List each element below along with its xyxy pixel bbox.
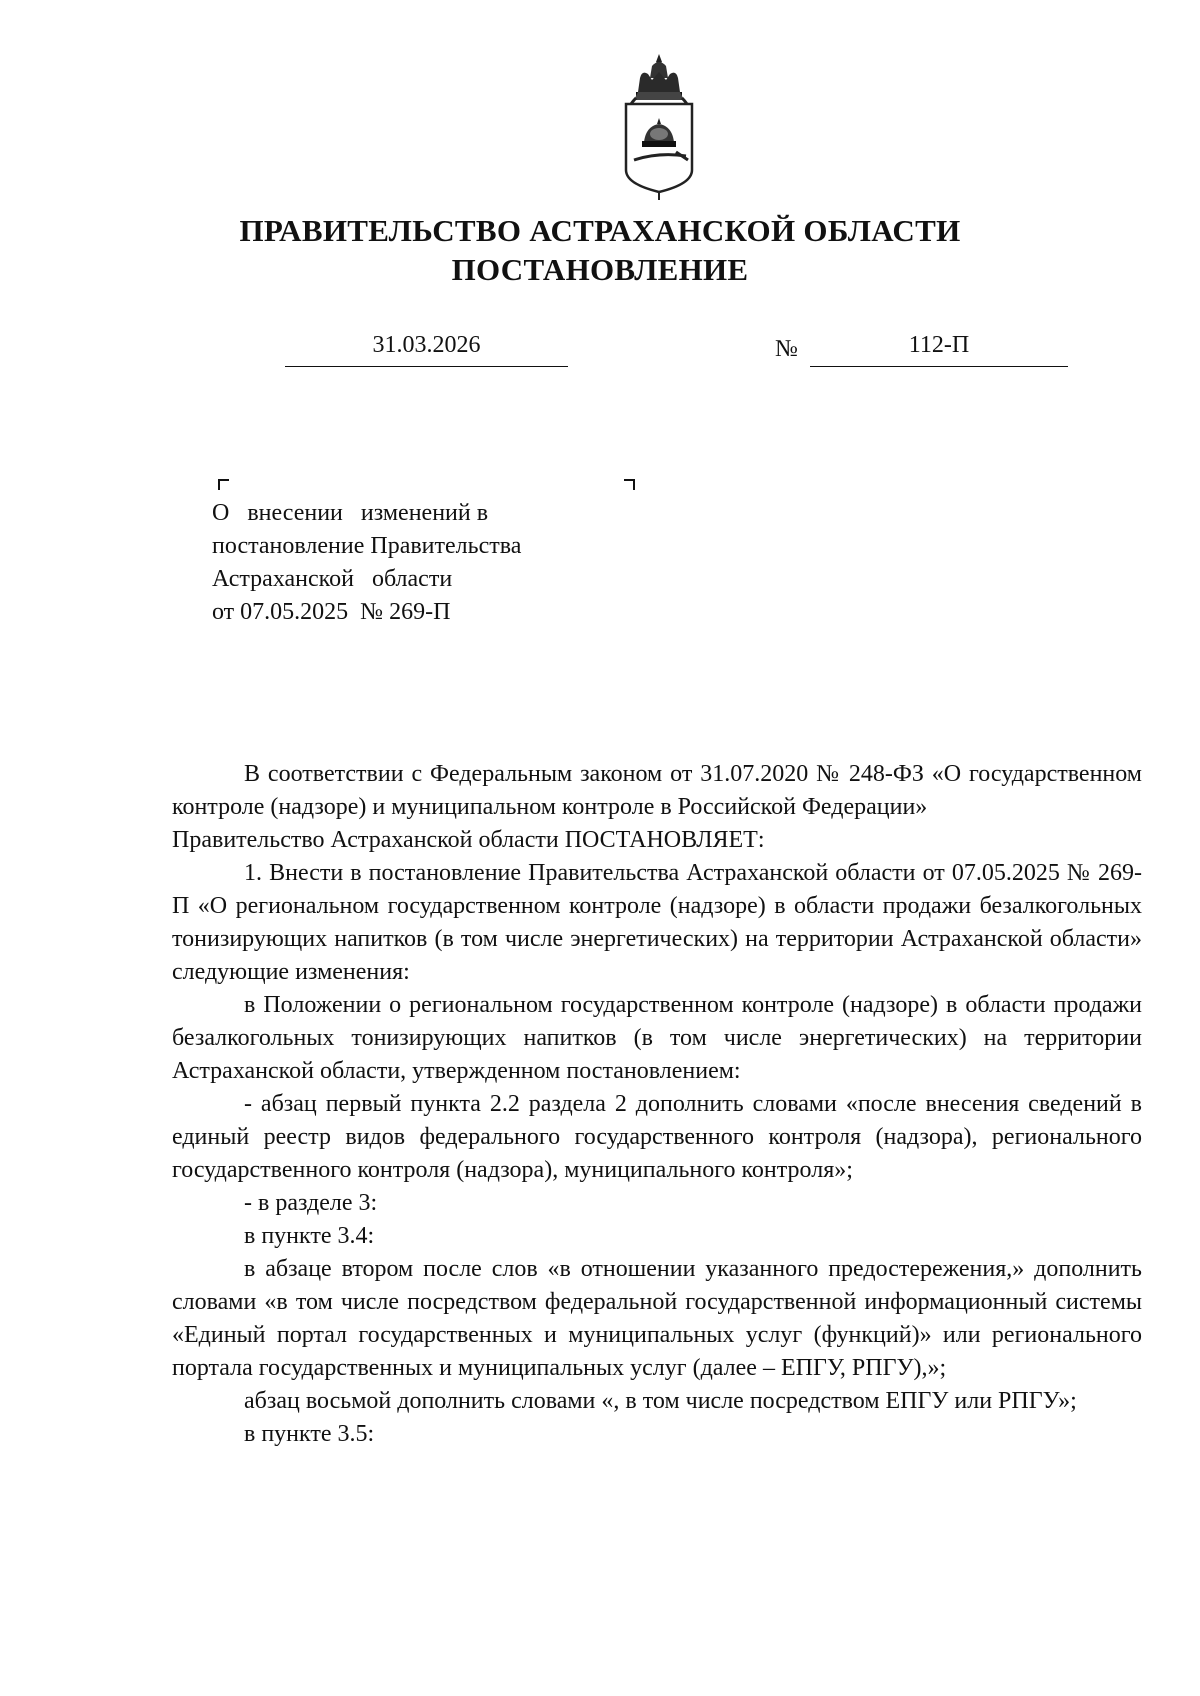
subject-line: постановление Правительства <box>212 533 522 559</box>
body-paragraph: 1. Внести в постановление Правительства Астраханской области от 07.05.2025 № 269-П «О региональном государственном контроле (надзоре) в области продажи безалкогольных тонизирующих напитков (в том числе энергетических) на территории Астраханской области» следующие изменения: <box>172 860 1142 985</box>
body-paragraph: - абзац первый пункта 2.2 раздела 2 дополнить словами «после внесения сведений в единый реестр видов федерального государственного контроля (надзора), регионального государственного контроля (надзора), муниципального контроля»; <box>172 1091 1142 1183</box>
document-date: 31.03.2026 <box>285 332 568 367</box>
subject-line: О внесении изменений в <box>212 500 489 526</box>
subject-line: Астраханской области <box>212 566 453 592</box>
subject-corner-left <box>218 479 229 490</box>
subject-line: от 07.05.2025 № 269-П <box>212 599 451 625</box>
body-paragraph: в Положении о региональном государственном контроле (надзоре) в области продажи безалкогольных тонизирующих напитков (в том числе энергетических) на территории Астраханской области, утвержденном постановлением: <box>172 992 1142 1084</box>
body-paragraph: в пункте 3.5: <box>244 1421 375 1447</box>
document-subject <box>212 497 592 629</box>
body-paragraph: - в разделе 3: <box>244 1190 378 1216</box>
document-body <box>172 758 1142 1451</box>
body-paragraph: в абзаце втором после слов «в отношении указанного предостережения,» дополнить словами «в том числе посредством федеральной государственной информационный системы «Единый портал государственных и муниципальных услуг (функций)» или регионального портала государственных и муниципальных услуг (далее – ЕПГУ, РПГУ),»; <box>172 1256 1142 1381</box>
coat-of-arms-icon <box>618 52 700 202</box>
document-type-title: ПОСТАНОВЛЕНИЕ <box>451 252 749 287</box>
body-paragraph: абзац восьмой дополнить словами «, в том числе посредством ЕПГУ или РПГУ»; <box>244 1388 1077 1414</box>
government-title: ПРАВИТЕЛЬСТВО АСТРАХАНСКОЙ ОБЛАСТИ <box>239 213 961 248</box>
document-number: 112-П <box>810 332 1068 367</box>
body-paragraph: В соответствии с Федеральным законом от 31.07.2020 № 248-ФЗ «О государственном контроле (надзоре) и муниципальном контроле в Российской Федерации» <box>172 761 1142 820</box>
body-paragraph: в пункте 3.4: <box>244 1223 375 1249</box>
body-paragraph: Правительство Астраханской области ПОСТАНОВЛЯЕТ: <box>172 827 765 853</box>
subject-corner-right <box>624 479 635 490</box>
number-sign: № <box>775 336 798 362</box>
